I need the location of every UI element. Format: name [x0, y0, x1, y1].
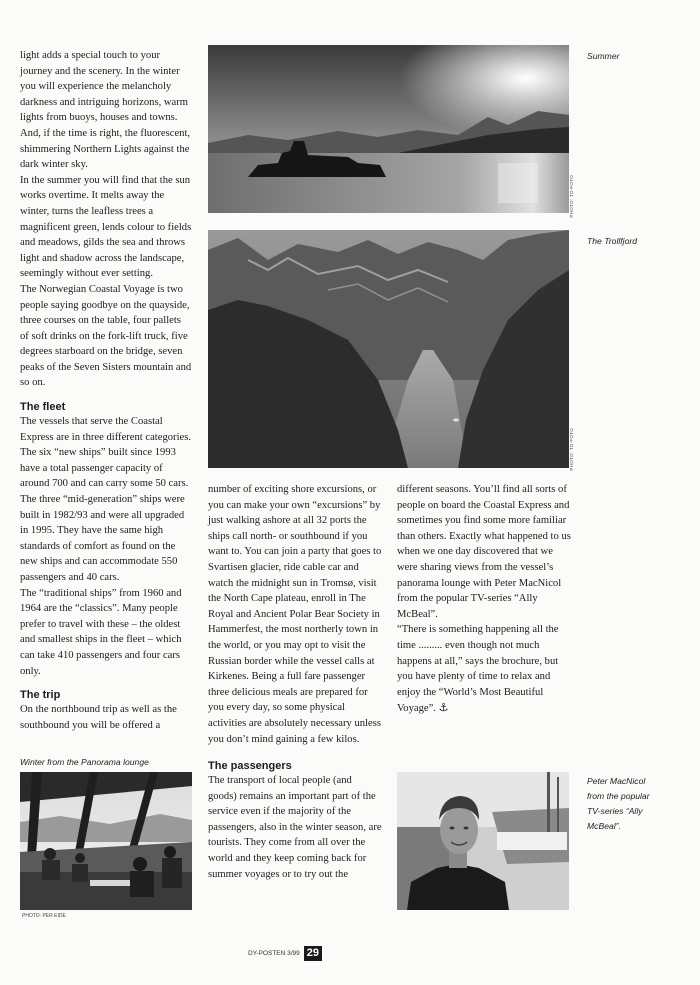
summer-photo	[208, 45, 569, 213]
paragraph-passengers: The transport of local people (and goods) remains an important part of the service even if the majority of the passengers, also in the winter season, are tourists. They come from all over the world and they keep coming back for summer voyages or to try out the	[208, 775, 382, 880]
paragraph-seasons: different seasons. You’ll find all sorts of people on board the Coastal Express and sometimes you find some more familiar than others. Exactly what happened to us when we one day discovered that we were sharing views from the vessel’s panorama lounge with Peter MacNicol from the popular TV-series “Ally McBeal”.	[397, 484, 571, 620]
caption-summer: Summer	[587, 51, 620, 61]
summer-photo-credit: PHOTO: TO-FOTO	[569, 175, 574, 218]
article-column-2	[208, 482, 383, 882]
heading-trip: The trip	[20, 689, 61, 702]
anchor-icon: ⚓	[438, 701, 449, 715]
heading-fleet: The fleet	[20, 401, 66, 414]
page-footer	[248, 946, 322, 961]
page-number: 29	[304, 946, 322, 961]
paragraph-trip: On the northbound trip as well as the southbound you will be offered a	[20, 704, 177, 731]
trollfjord-photo-credit: PHOTO: TO-FOTO	[569, 428, 574, 471]
peter-macnicol-photo	[397, 772, 569, 910]
paragraph-summer: In the summer you will find that the sun works overtime. It melts away the winter, turns the leafless trees a magnificent green, lends colour to fields and meadows, gilds the sea and throws light and shadow across the landscape, seemingly without ever setting.	[20, 174, 192, 280]
article-column-1	[20, 48, 192, 733]
paragraph-excursions: number of exciting shore excursions, or you can make your own “excursions” by just walking ashore at all 32 ports the ships call north- or southbound if you want to. You can join a party that goes to Svartisen glacier, ride cable car and watch the midnight sun in Tromsø, visit the North Cape plateau, enroll in The Royal and Ancient Polar Bear Society in Hammerfest, the most northerly town in the world, or you may opt to visit the Russian border while the vessel calls at Kirkenes. Being a full fare passenger three delicious meals are prepared for you every day, so some physical activities are absolutely necessary unless you don’t mind gaining a few kilos.	[208, 484, 382, 745]
caption-trollfjord: The Trollfjord	[587, 236, 637, 246]
heading-passengers: The passengers	[208, 760, 292, 773]
caption-winter: Winter from the Panorama lounge	[20, 757, 149, 767]
article-column-3	[397, 482, 572, 717]
winter-lounge-photo	[20, 772, 192, 910]
caption-peter-macnicol: Peter MacNicol from the popular TV-series “Ally McBeal”.	[587, 776, 650, 831]
publication-name: DY-POSTEN 3/99	[248, 950, 300, 957]
paragraph-traditional-ships: The “traditional ships” from 1960 and 1964 are the “classics”. Many people prefer to travel with these – the oldest and smallest ships in the fleet – which can take 410 passengers and four cars only.	[20, 587, 182, 677]
trollfjord-photo	[208, 230, 569, 468]
paragraph-voyage: The Norwegian Coastal Voyage is two people saying goodbye on the quayside, three courses on the table, four pallets of soft drinks on the fork-lift truck, five degrees starboard on the bridge, seven peaks of the Seven Sisters mountain and so on.	[20, 283, 192, 389]
paragraph-light: light adds a special touch to your journey and the scenery. In the winter you will experience the melancholy darkness and intriguing horizons, warm lights from buoys, houses and towns. And, if the time is right, the fluorescent, shimmering Northern Lights against the dark winter sky.	[20, 50, 191, 171]
paragraph-brochure-quote: “There is something happening all the time ......... even though not much happens at all,” says the brochure, but you have plenty of time to relax and enjoy the “World’s Most Beautiful Voyage”. ⚓	[397, 624, 559, 715]
paragraph-fleet: The vessels that serve the Coastal Express are in three different categories. The six “new ships” built since 1993 have a total passenger capacity of around 700 and can carry some 50 cars. The three “mid-generation” ships were built in 1982/93 and were all upgraded in 1995. They have the same high standards of comfort as found on the new ships and can accommodate 550 passengers and 40 cars.	[20, 416, 191, 583]
winter-photo-credit: PHOTO: PER EIDE	[22, 913, 66, 919]
